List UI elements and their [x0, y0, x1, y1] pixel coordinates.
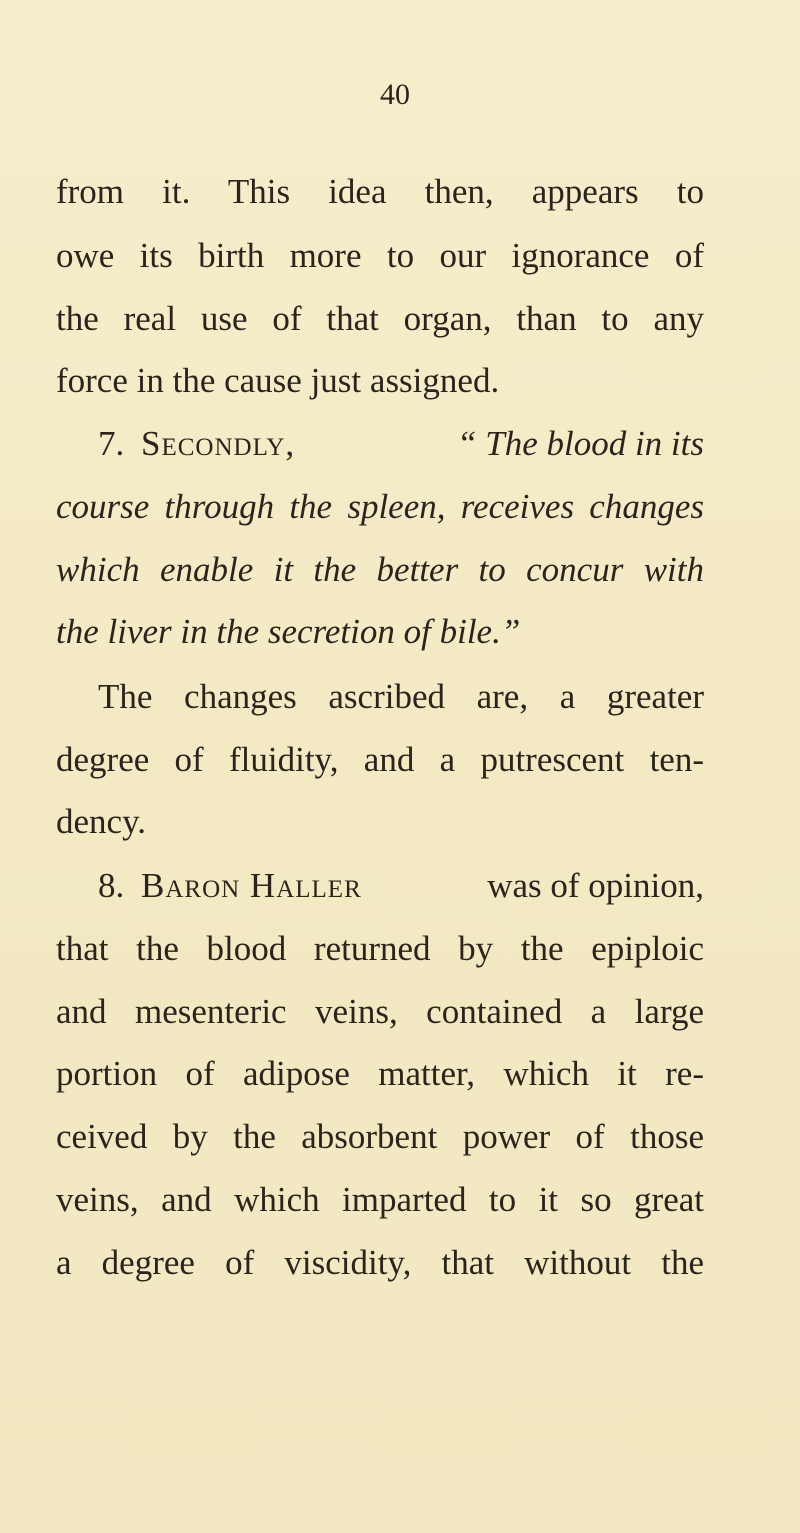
- quote-line: the liver in the secretion of bile.”: [56, 612, 521, 651]
- quote-line: which enable it the better to concur with: [56, 550, 704, 589]
- text-line: the real use of that organ, than to any: [56, 299, 704, 338]
- text-line: ceived by the absorbent power of those: [56, 1117, 704, 1156]
- text-line: dency.: [56, 802, 147, 841]
- section-text: was of opinion,: [487, 866, 704, 905]
- quote-line: course through the spleen, receives changes: [56, 487, 704, 526]
- text-line: from it. This idea then, appears to: [56, 172, 704, 211]
- text-line: portion of adipose matter, which it re-: [56, 1054, 704, 1093]
- section-7-heading-line: [98, 424, 704, 464]
- text-line: a degree of viscidity, that without the: [56, 1243, 704, 1282]
- section-number: 7.: [98, 424, 125, 463]
- section-8-heading-line: [98, 866, 704, 906]
- text-line: that the blood returned by the epiploic: [56, 929, 704, 968]
- page-number: 40: [380, 78, 410, 111]
- section-number: 8.: [98, 866, 125, 905]
- text-line: veins, and which imparted to it so great: [56, 1180, 704, 1219]
- quote-text: “ The blood in its: [457, 424, 704, 463]
- text-line: owe its birth more to our ignorance of: [56, 236, 704, 275]
- text-line: degree of fluidity, and a putrescent ten-: [56, 740, 704, 779]
- text-line: force in the cause just assigned.: [56, 361, 500, 400]
- text-line: The changes ascribed are, a greater: [98, 677, 704, 716]
- section-lead: Secondly,: [141, 424, 296, 463]
- person-name: Baron Haller: [141, 866, 362, 905]
- text-line: and mesenteric veins, contained a large: [56, 992, 704, 1031]
